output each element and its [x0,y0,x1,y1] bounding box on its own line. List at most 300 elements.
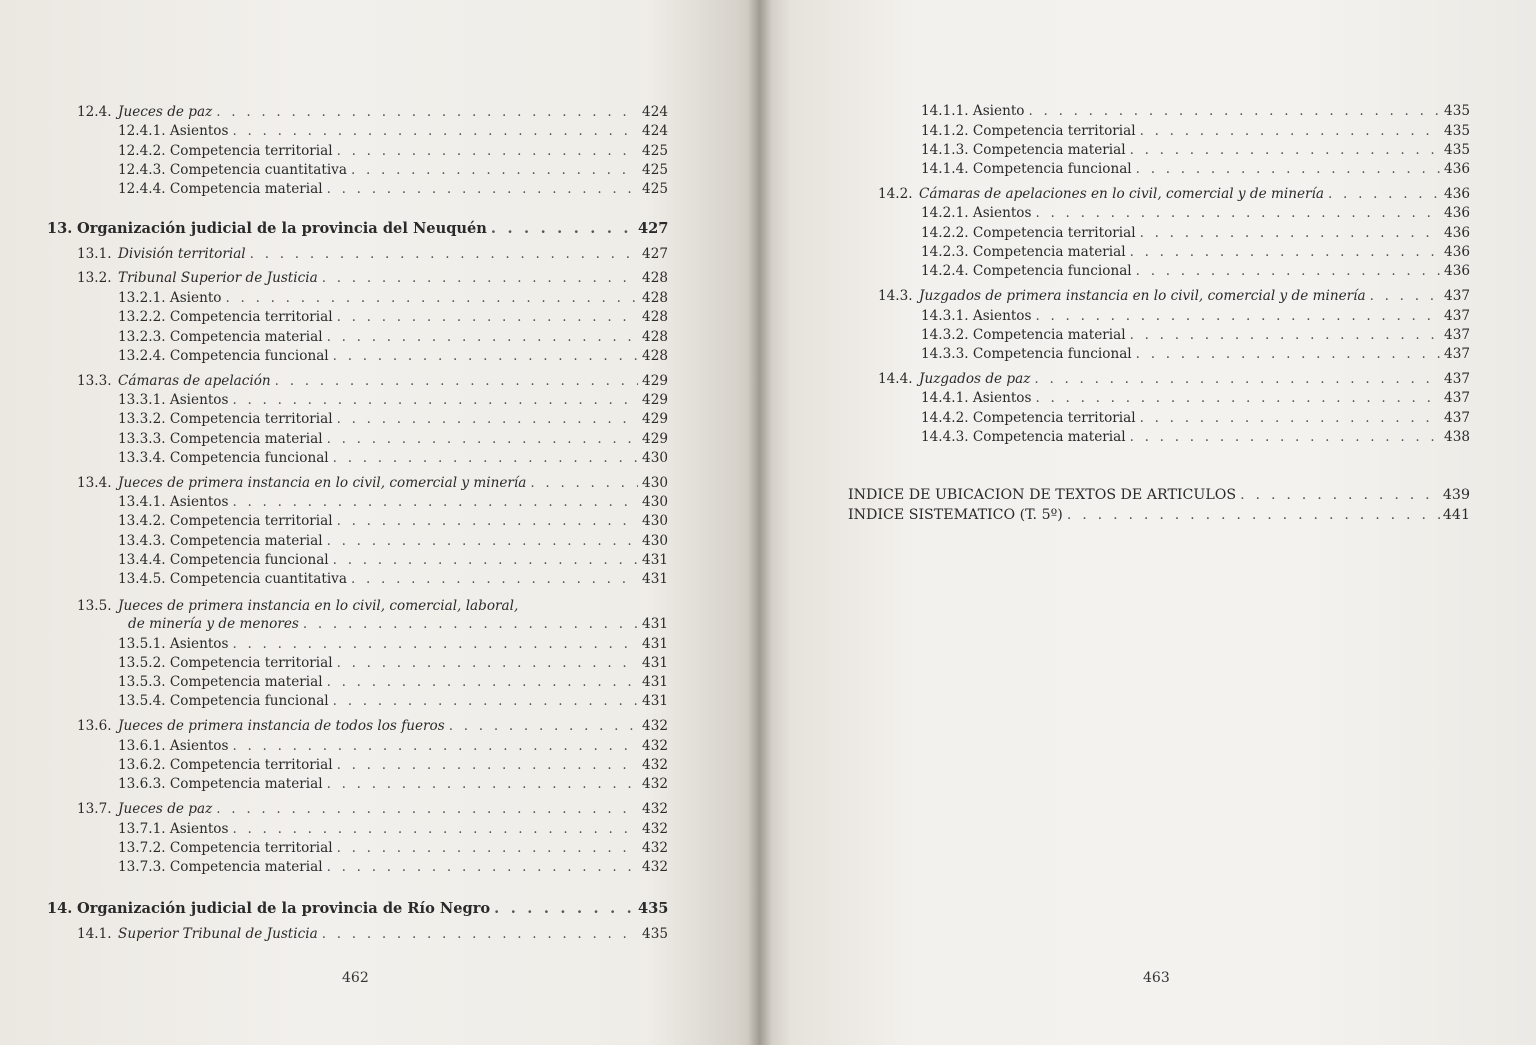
section-title [921,409,1140,427]
page-ref: 435 [1444,123,1470,139]
subsection-title: Competencia funcional [972,263,1132,279]
page-number: 463 [1143,970,1170,986]
leader-dots [333,551,638,569]
subsection-number: 14.4.3. [921,429,969,445]
subsection-title: Competencia material [972,327,1126,343]
page-ref: 429 [642,431,668,447]
leader-dots [449,717,638,735]
section-title [921,141,1130,159]
subsection-title: Competencia territorial [169,513,333,529]
page-ref: 431 [642,571,668,587]
subsection-title: Competencia territorial [169,840,333,856]
leader-dots [303,615,638,633]
section-title [118,512,337,530]
leader-dots [337,142,638,160]
section-number: 14. [47,900,73,917]
toc-entry [878,287,1470,305]
toc-entry [77,372,668,390]
toc-entry [118,493,668,511]
subsection-title: Asientos [972,205,1032,221]
subsection-number: 13.6.3. [118,776,166,792]
page-number: 462 [342,970,369,986]
page-ref: 437 [1444,308,1470,324]
index-title: INDICE SISTEMATICO (T. 5º) [848,507,1063,523]
page-ref: 431 [642,693,668,709]
leader-dots [337,410,638,428]
subsection-title: Competencia cuantitativa [169,571,347,587]
index-entry [848,506,1470,524]
page-ref: 436 [1444,225,1470,241]
leader-dots [232,635,638,653]
toc-entry [118,654,668,672]
leader-dots [337,756,638,774]
subsection-number: 13.5.4. [118,693,166,709]
subsection-number: 13.4.4. [118,552,166,568]
page-ref: 437 [1444,390,1470,406]
subsection-title: Competencia material [169,431,323,447]
subsection-number: 13.2.3. [118,329,166,345]
page-ref: 432 [642,718,668,734]
section-number: 13.6. [77,718,112,734]
toc-entry [118,289,668,307]
section-number: 14.4. [878,371,913,387]
subsection-title: Asientos [169,392,229,408]
page-ref: 424 [642,123,668,139]
page-ref: 432 [642,859,668,875]
leader-dots [1136,160,1440,178]
section-title [118,142,337,160]
toc-entry [118,756,668,774]
toc-entry [118,673,668,691]
subsection-number: 13.4.5. [118,571,166,587]
page-ref: 435 [642,926,668,942]
leader-dots [530,474,638,492]
right-page [760,0,1536,1045]
section-title [921,224,1140,242]
subsection-title: Asientos [169,494,229,510]
page-ref: 437 [1444,327,1470,343]
section-title [118,673,327,691]
subsection-number: 14.3.1. [921,308,969,324]
leader-dots [351,161,638,179]
page-ref: 431 [642,636,668,652]
toc-entry [47,900,668,918]
subsection-title: Competencia territorial [972,123,1136,139]
subsection-title: Competencia funcional [972,346,1132,362]
section-title [118,820,232,838]
page-ref: 425 [642,181,668,197]
subsection-number: 13.5.3. [118,674,166,690]
leader-dots [327,328,638,346]
page-ref: 424 [642,104,668,120]
page-ref: 432 [642,821,668,837]
page-ref: 431 [642,552,668,568]
section-number: 14.3. [878,288,913,304]
toc-entry [921,224,1470,242]
subsection-number: 14.2.1. [921,205,969,221]
subsection-title: Competencia funcional [169,450,329,466]
toc-entry [128,615,668,633]
page-ref: 430 [642,494,668,510]
subsection-number: 13.6.1. [118,738,166,754]
section-title [118,551,333,569]
page-ref: 436 [1444,161,1470,177]
toc-entry [77,800,668,818]
leader-dots [322,269,638,287]
subsection-number: 13.2.1. [118,290,166,306]
section-title [118,161,351,179]
toc-entry [921,102,1470,120]
toc-entry [118,142,668,160]
section-title: Cámaras de apelación [118,373,271,389]
leader-dots [1140,409,1440,427]
toc-entry [878,370,1470,388]
section-title [118,570,351,588]
leader-dots [225,289,638,307]
leader-dots [1370,287,1440,305]
subsection-title: Competencia territorial [169,143,333,159]
section-title [118,839,337,857]
page-ref: 436 [1444,205,1470,221]
book-gutter [748,0,772,1045]
section-title [118,410,337,428]
page-ref: 435 [1444,142,1470,158]
toc-entry [118,347,668,365]
toc-entry [118,122,668,140]
toc-entry [118,410,668,428]
subsection-title: Competencia material [169,859,323,875]
leader-dots [337,839,638,857]
section-number: 13.3. [77,373,112,389]
toc-entry [921,141,1470,159]
leader-dots [333,347,638,365]
leader-dots [216,103,638,121]
subsection-number: 13.3.2. [118,411,166,427]
section-title [118,180,327,198]
section-title [118,756,337,774]
leader-dots [1240,486,1440,504]
leader-dots [1140,224,1440,242]
leader-dots [337,308,638,326]
page-ref: 436 [1444,244,1470,260]
subsection-title: Competencia material [972,142,1126,158]
subsection-title: Asiento [169,290,222,306]
section-number: 13.4. [77,475,112,491]
toc-entry [118,820,668,838]
subsection-title: Competencia material [169,181,323,197]
toc-entry [118,180,668,198]
subsection-number: 14.1.1. [921,103,969,119]
leader-dots [327,430,638,448]
page-ref: 428 [642,329,668,345]
subsection-title: Competencia material [169,329,323,345]
subsection-number: 13.3.3. [118,431,166,447]
page-ref: 425 [642,143,668,159]
section-title: Jueces de paz [118,104,213,120]
toc-entry [118,775,668,793]
toc-entry [921,262,1470,280]
leader-dots [1035,204,1440,222]
page-ref: 432 [642,801,668,817]
section-number: 14.2. [878,186,913,202]
subsection-title: Competencia material [169,776,323,792]
toc-entry [921,160,1470,178]
index-title: INDICE DE UBICACION DE TEXTOS DE ARTICULOS [848,487,1237,503]
leader-dots [327,775,638,793]
subsection-title: Competencia territorial [972,410,1136,426]
leader-dots [250,245,638,263]
section-title: Jueces de primera instancia de todos los fueros [118,718,445,734]
section-title [118,635,232,653]
page-ref: 425 [642,162,668,178]
subsection-title: Asientos [972,308,1032,324]
subsection-number: 12.4.4. [118,181,166,197]
section-title [118,391,232,409]
leader-dots [1140,122,1440,140]
leader-dots [322,925,638,943]
toc-entry [118,512,668,530]
toc-entry [118,430,668,448]
page-ref: 430 [642,533,668,549]
toc-entry [118,532,668,550]
leader-dots [327,180,638,198]
page-ref: 437 [1444,371,1470,387]
toc-entry [118,635,668,653]
leader-dots [232,493,638,511]
section-title [118,692,333,710]
leader-dots [232,737,638,755]
page-ref: 427 [638,220,669,237]
subsection-number: 12.4.2. [118,143,166,159]
section-title [921,204,1035,222]
toc-entry [77,925,668,943]
subsection-number: 14.1.3. [921,142,969,158]
subsection-title: Competencia funcional [169,348,329,364]
leader-dots [1328,185,1440,203]
subsection-title: Competencia territorial [972,225,1136,241]
section-title [921,122,1140,140]
subsection-number: 13.2.2. [118,309,166,325]
toc-entry [921,428,1470,446]
subsection-title: Competencia territorial [169,309,333,325]
section-number: 13. [47,220,73,237]
leader-dots [216,800,638,818]
section-number: 13.7. [77,801,112,817]
subsection-number: 13.5.2. [118,655,166,671]
section-number: 13.1. [77,246,112,262]
section-title [921,389,1035,407]
section-title: Jueces de primera instancia en lo civil, comercial y minería [118,475,527,491]
toc-entry [878,185,1470,203]
subsection-title: Asiento [972,103,1025,119]
subsection-title: Competencia territorial [169,655,333,671]
toc-entry [118,308,668,326]
subsection-number: 13.2.4. [118,348,166,364]
subsection-title: Asientos [972,390,1032,406]
section-title [118,737,232,755]
toc-entry [118,328,668,346]
section-title [118,308,337,326]
subsection-title: Asientos [169,821,229,837]
subsection-number: 13.7.2. [118,840,166,856]
leader-dots [232,122,638,140]
toc-entry [118,551,668,569]
section-title [118,858,327,876]
leader-dots [1130,326,1440,344]
subsection-title: Asientos [169,738,229,754]
toc-entry [118,570,668,588]
section-number: 13.5. [77,598,112,614]
toc-entry [921,345,1470,363]
section-title: Juzgados de primera instancia en lo civil, comercial y de minería [919,288,1366,304]
leader-dots [327,532,638,550]
toc-entry [77,269,668,287]
section-title [921,345,1136,363]
section-title [921,102,1028,120]
leader-dots [275,372,638,390]
section-title [921,307,1035,325]
page-ref: 427 [642,246,668,262]
page-ref: 437 [1444,288,1470,304]
section-title [921,428,1130,446]
section-title: Juzgados de paz [919,371,1031,387]
section-title [921,326,1130,344]
leader-dots [337,654,638,672]
leader-dots [1028,102,1440,120]
section-title: Superior Tribunal de Justicia [118,926,318,942]
leader-dots [232,391,638,409]
section-title: Jueces de paz [118,801,213,817]
subsection-number: 13.7.3. [118,859,166,875]
page-ref: 432 [642,757,668,773]
leader-dots [1067,506,1440,524]
subsection-number: 12.4.1. [118,123,166,139]
page-ref: 432 [642,776,668,792]
subsection-number: 13.4.3. [118,533,166,549]
subsection-title: Competencia funcional [169,552,329,568]
section-title [118,430,327,448]
subsection-title: Competencia cuantitativa [169,162,347,178]
leader-dots [491,220,638,238]
section-title [118,532,327,550]
subsection-title: Competencia territorial [169,757,333,773]
subsection-title: Competencia funcional [972,161,1132,177]
page-ref: 435 [1444,103,1470,119]
leader-dots [327,673,638,691]
section-title: División territorial [118,246,246,262]
subsection-number: 13.5.1. [118,636,166,652]
subsection-number: 14.2.4. [921,263,969,279]
subsection-number: 14.3.2. [921,327,969,343]
page-ref: 429 [642,411,668,427]
leader-dots [232,820,638,838]
toc-entry [118,161,668,179]
leader-dots [1035,307,1440,325]
toc-entry [77,717,668,735]
page-ref: 441 [1442,507,1470,523]
subsection-number: 13.7.1. [118,821,166,837]
page-ref: 432 [642,840,668,856]
leader-dots [1035,389,1440,407]
page-ref: 428 [642,270,668,286]
section-title [118,493,232,511]
page-ref: 436 [1444,186,1470,202]
leader-dots [1136,262,1440,280]
toc-entry [118,839,668,857]
page-ref: 431 [642,616,668,632]
section-title [118,654,337,672]
page-ref: 437 [1444,346,1470,362]
subsection-title: Competencia material [169,533,323,549]
page-ref: 429 [642,373,668,389]
toc-entry [77,245,668,263]
subsection-number: 14.2.3. [921,244,969,260]
page-ref: 432 [642,738,668,754]
page-ref: 435 [638,900,669,917]
toc-entry [921,122,1470,140]
leader-dots [1034,370,1440,388]
toc-entry [921,409,1470,427]
section-title [118,449,333,467]
leader-dots [337,512,638,530]
section-number: 14.1. [77,926,112,942]
leader-dots [1136,345,1440,363]
subsection-title: Asientos [169,123,229,139]
toc-entry [77,103,668,121]
leader-dots [351,570,638,588]
section-title [921,262,1136,280]
subsection-number: 14.1.4. [921,161,969,177]
page-ref: 428 [642,290,668,306]
subsection-number: 12.4.3. [118,162,166,178]
subsection-title: Competencia funcional [169,693,329,709]
subsection-number: 14.4.1. [921,390,969,406]
index-entry [848,486,1470,504]
subsection-number: 14.1.2. [921,123,969,139]
toc-entry [118,858,668,876]
subsection-number: 13.3.4. [118,450,166,466]
toc-entry [921,204,1470,222]
subsection-number: 13.3.1. [118,392,166,408]
subsection-number: 13.4.1. [118,494,166,510]
page-ref: 431 [642,674,668,690]
subsection-number: 13.4.2. [118,513,166,529]
page-ref: 436 [1444,263,1470,279]
leader-dots [494,900,638,918]
page-ref: 430 [642,475,668,491]
subsection-title: Asientos [169,636,229,652]
page-ref: 439 [1442,487,1470,503]
section-title: Jueces de primera instancia en lo civil, comercial, laboral, [118,598,519,614]
page-ref: 431 [642,655,668,671]
left-page [0,0,760,1045]
leader-dots [1130,141,1440,159]
subsection-number: 14.4.2. [921,410,969,426]
page-ref: 429 [642,392,668,408]
page-ref: 430 [642,513,668,529]
subsection-number: 14.3.3. [921,346,969,362]
section-title [118,289,225,307]
page-ref: 428 [642,348,668,364]
subsection-title: Competencia material [972,244,1126,260]
leader-dots [1130,428,1440,446]
page-ref: 428 [642,309,668,325]
leader-dots [1130,243,1440,261]
section-title [118,347,333,365]
section-title: Organización judicial de la provincia de Río Negro [77,900,491,917]
page-ref: 437 [1444,410,1470,426]
section-number: 12.4. [77,104,112,120]
